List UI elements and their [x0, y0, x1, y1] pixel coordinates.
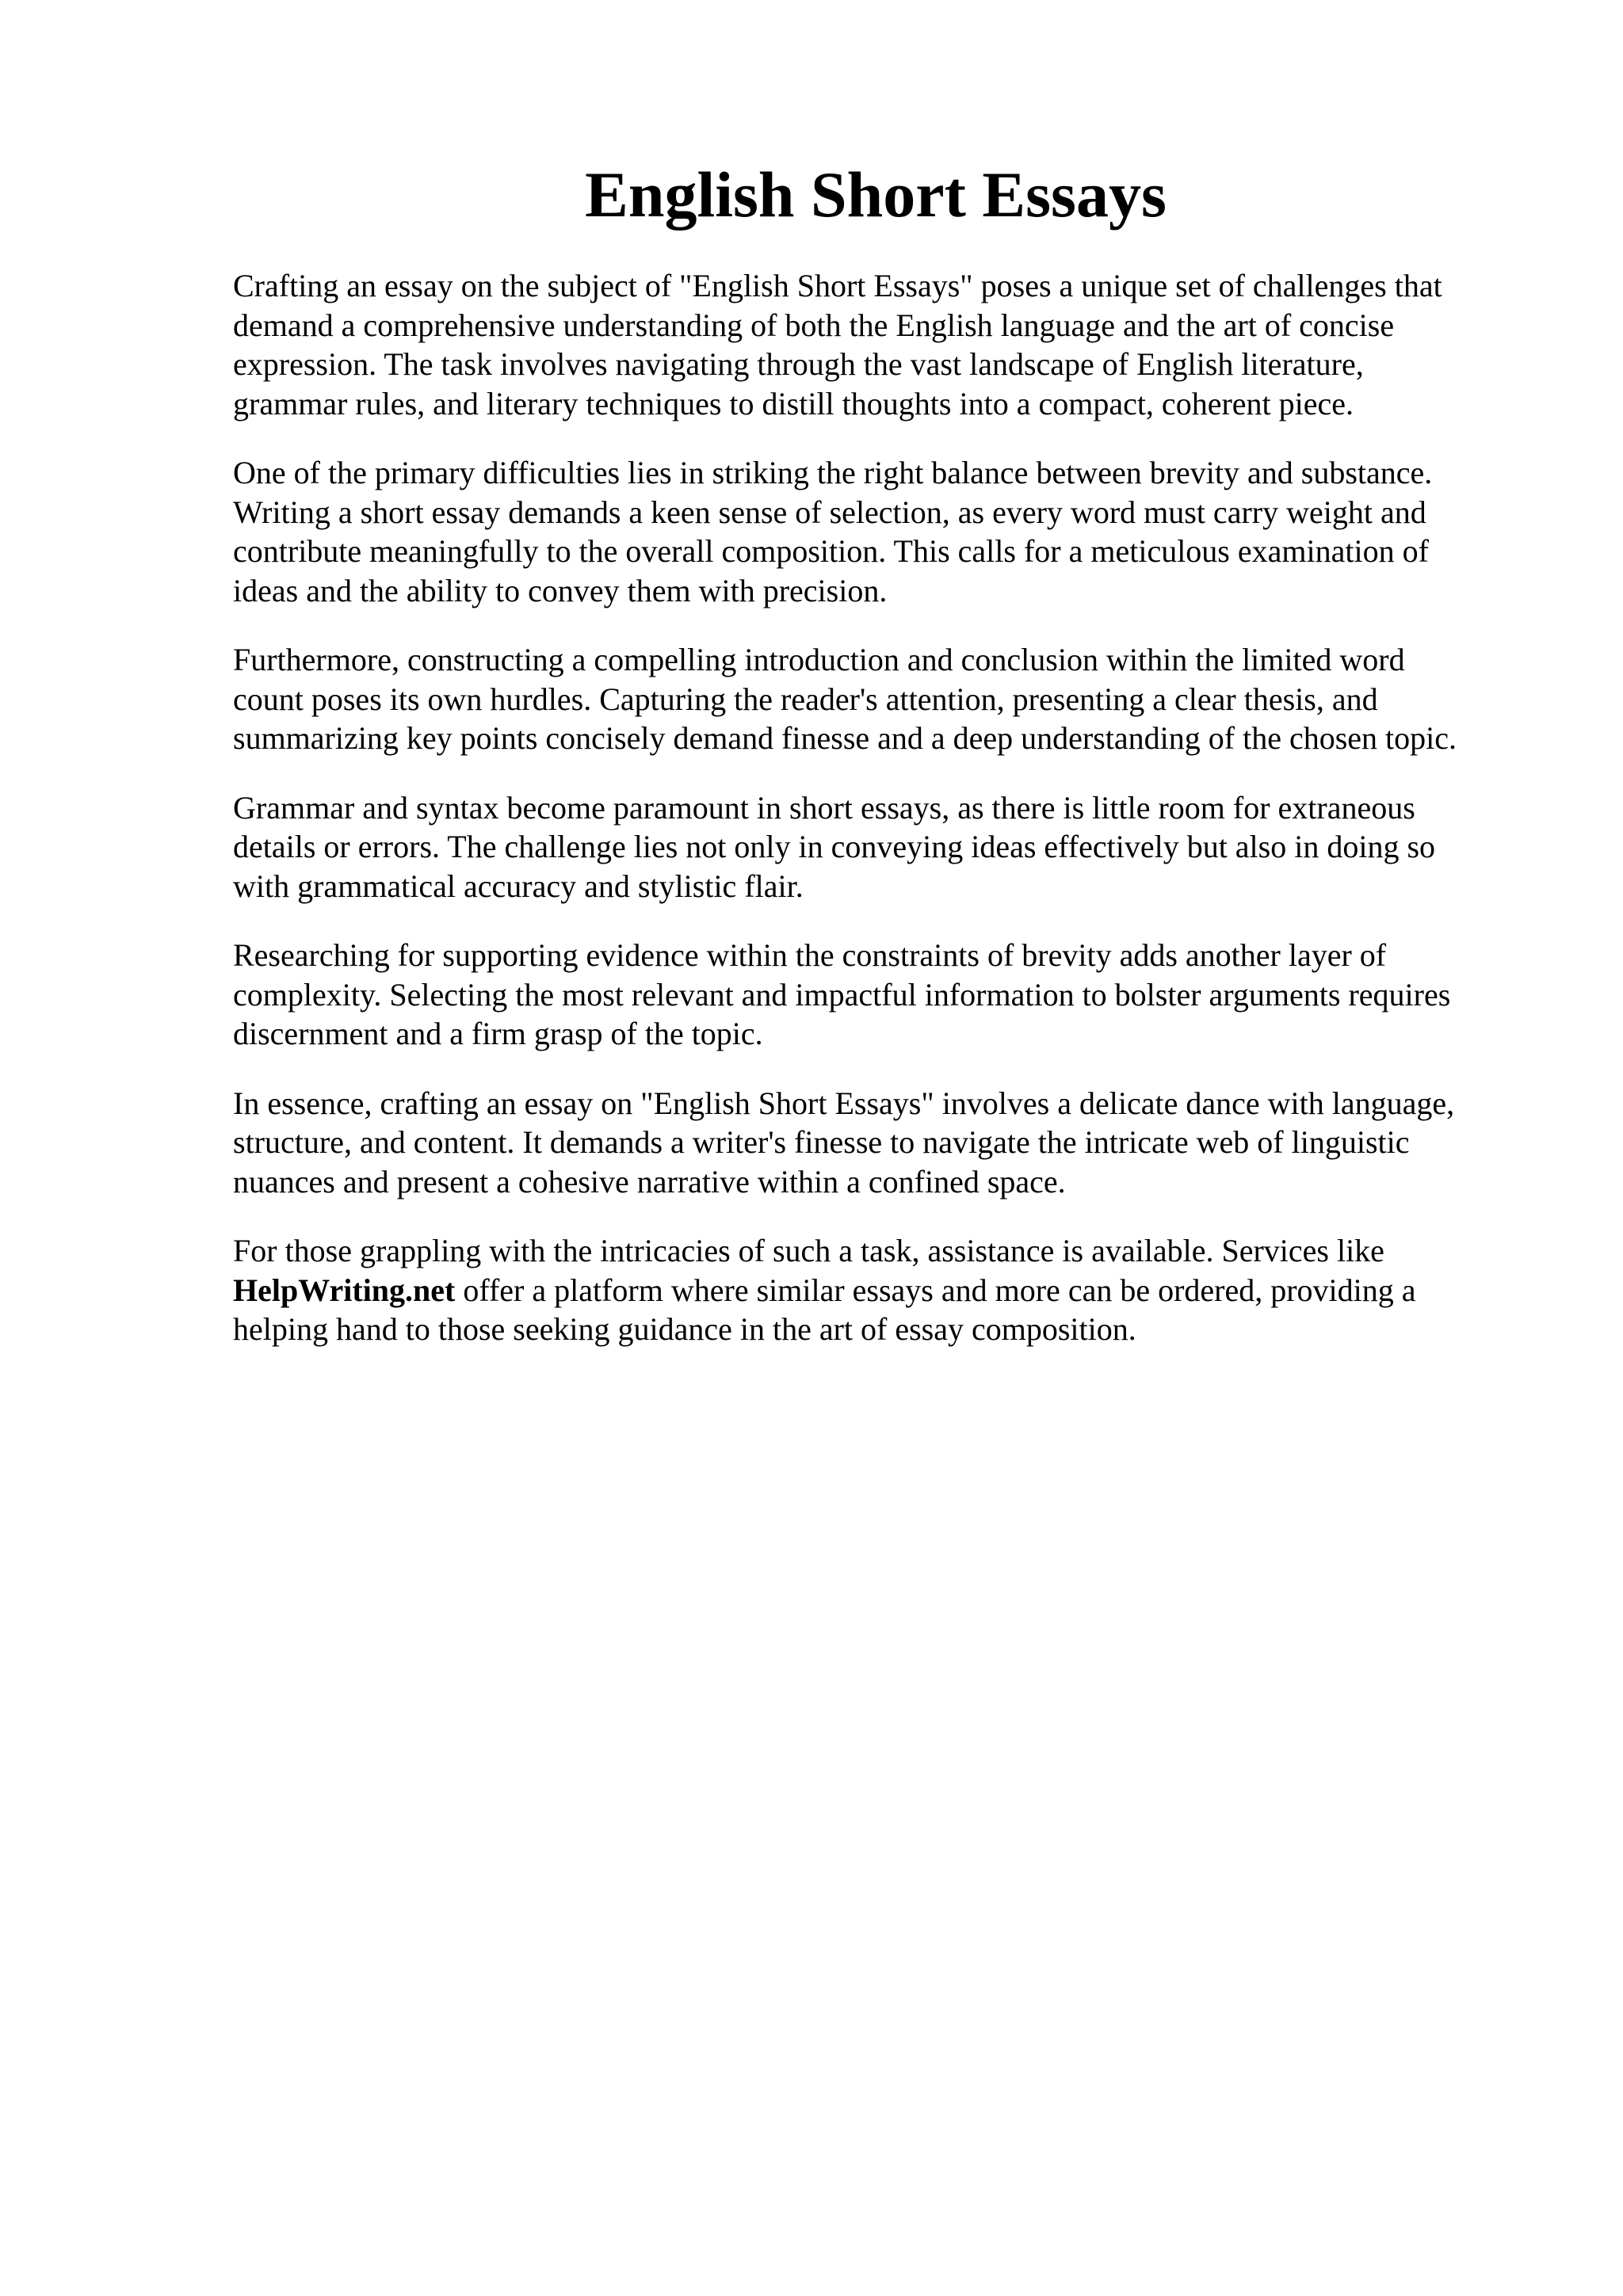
- paragraph-line: [233, 1271, 1509, 1310]
- paragraph-line: details or errors. The challenge lies not only in conveying ideas effectively but also in doing so: [233, 829, 1436, 864]
- paragraph-line: Writing a short essay demands a keen sense of selection, as every word must carry weight and: [233, 494, 1426, 530]
- document-body: [233, 266, 1509, 1379]
- paragraph-line-rest: offer a platform where similar essays and more can be ordered, providing a: [455, 1272, 1416, 1308]
- paragraph-closing: [233, 1231, 1509, 1349]
- paragraph-line: contribute meaningfully to the overall composition. This calls for a meticulous examination of: [233, 533, 1429, 569]
- helpwriting-link[interactable]: HelpWriting.net: [233, 1272, 456, 1308]
- paragraph-line: nuances and present a cohesive narrative within a confined space.: [233, 1163, 1066, 1199]
- paragraph-line: count poses its own hurdles. Capturing the reader's attention, presenting a clear thesis, and: [233, 681, 1378, 717]
- paragraph-line: Furthermore, constructing a compelling introduction and conclusion within the limited word: [233, 642, 1405, 677]
- paragraph-line: expression. The task involves navigating through the vast landscape of English literature,: [233, 346, 1364, 382]
- paragraph-6: [233, 1084, 1509, 1202]
- paragraph-line: summarizing key points concisely demand finesse and a deep understanding of the chosen topic.: [233, 720, 1457, 756]
- paragraph-line: In essence, crafting an essay on "English Short Essays" involves a delicate dance with language,: [233, 1085, 1455, 1121]
- paragraph-line: with grammatical accuracy and stylistic flair.: [233, 868, 804, 904]
- paragraph-line: grammar rules, and literary techniques to distill thoughts into a compact, coherent piece.: [233, 385, 1354, 421]
- document-title: English Short Essays: [585, 158, 1167, 231]
- paragraph-line: Crafting an essay on the subject of "English Short Essays" poses a unique set of challenges that: [233, 268, 1442, 303]
- paragraph-line: ideas and the ability to convey them with precision.: [233, 572, 888, 608]
- paragraph-2: [233, 453, 1509, 610]
- paragraph-line: For those grappling with the intricacies of such a task, assistance is available. Services like: [233, 1233, 1384, 1268]
- paragraph-line: discernment and a firm grasp of the topic.: [233, 1016, 763, 1051]
- paragraph-1: [233, 266, 1509, 423]
- paragraph-line: Researching for supporting evidence within the constraints of brevity adds another layer of: [233, 937, 1387, 973]
- paragraph-5: [233, 936, 1509, 1054]
- paragraph-line: structure, and content. It demands a writer's finesse to navigate the intricate web of linguistic: [233, 1124, 1410, 1160]
- paragraph-line: complexity. Selecting the most relevant and impactful information to bolster arguments requires: [233, 976, 1451, 1013]
- paragraph-3: [233, 640, 1509, 758]
- paragraph-line: demand a comprehensive understanding of both the English language and the art of concise: [233, 307, 1395, 343]
- paragraph-line: Grammar and syntax become paramount in short essays, as there is little room for extraneous: [233, 789, 1415, 826]
- paragraph-line: One of the primary difficulties lies in striking the right balance between brevity and substance.: [233, 455, 1433, 490]
- paragraph-line: helping hand to those seeking guidance in the art of essay composition.: [233, 1311, 1136, 1347]
- paragraph-4: [233, 788, 1509, 906]
